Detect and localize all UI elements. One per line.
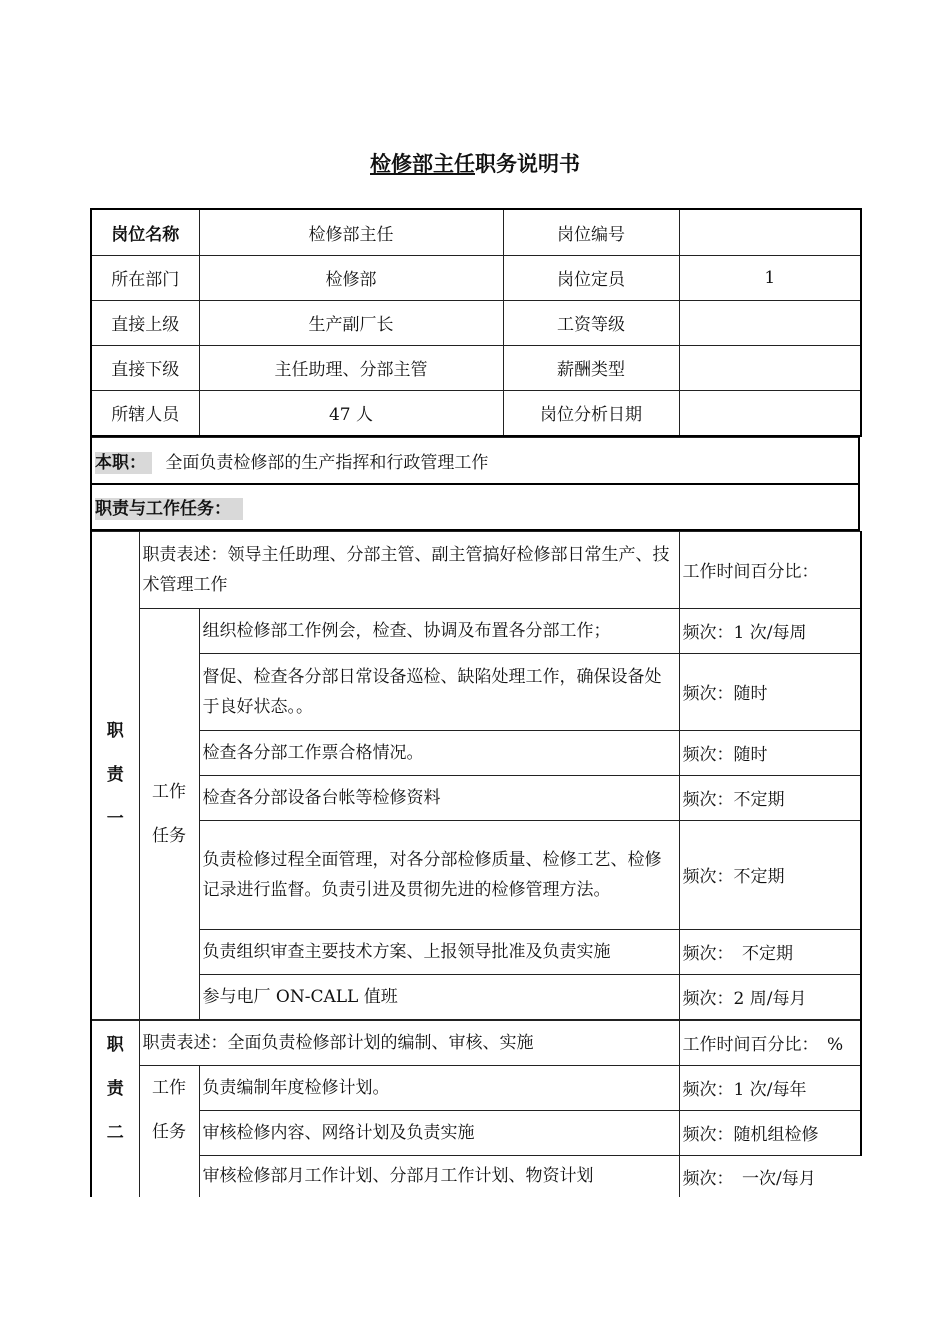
info-value-2: 1 bbox=[679, 255, 861, 300]
task-row bbox=[91, 775, 861, 820]
duty-one-percent: 工作时间百分比： bbox=[679, 531, 861, 608]
task-text: 审核检修内容、网络计划及负责实施 bbox=[199, 1110, 679, 1155]
info-row bbox=[91, 209, 861, 255]
duty-two-table bbox=[90, 1020, 862, 1198]
info-label: 直接上级 bbox=[91, 300, 199, 345]
duty-two-task-label: 工作 任务 bbox=[139, 1065, 199, 1197]
task-text: 负责组织审查主要技术方案、上报领导批准及负责实施 bbox=[199, 929, 679, 974]
title-rest-part: 职务说明书 bbox=[475, 152, 580, 176]
info-label: 直接下级 bbox=[91, 345, 199, 390]
duty-one-side-label: 职 责 一 bbox=[91, 531, 139, 1019]
info-value: 主任助理、分部主管 bbox=[199, 345, 503, 390]
duty-one-description: 职责表述：领导主任助理、分部主管、副主管搞好检修部日常生产、技术管理工作 bbox=[139, 531, 679, 608]
duties-header-row bbox=[91, 484, 859, 530]
info-label: 所在部门 bbox=[91, 255, 199, 300]
info-value-2 bbox=[679, 300, 861, 345]
task-frequency: 频次： 一次/每月 bbox=[679, 1155, 861, 1197]
info-value: 检修部主任 bbox=[199, 209, 503, 255]
core-duty-table bbox=[90, 437, 860, 531]
task-row bbox=[91, 608, 861, 653]
task-row bbox=[91, 820, 861, 929]
info-label-2: 岗位定员 bbox=[503, 255, 679, 300]
task-row bbox=[91, 974, 861, 1019]
title-underlined-part: 检修部主任 bbox=[370, 152, 475, 176]
task-frequency: 频次：2 周/每月 bbox=[679, 974, 861, 1019]
core-duty-label: 本职： bbox=[95, 452, 152, 474]
duties-header: 职责与工作任务： bbox=[95, 498, 243, 520]
info-value-2 bbox=[679, 209, 861, 255]
task-frequency: 频次：1 次/每年 bbox=[679, 1065, 861, 1110]
task-text: 参与电厂 ON-CALL 值班 bbox=[199, 974, 679, 1019]
task-row bbox=[91, 929, 861, 974]
task-row bbox=[91, 1110, 861, 1155]
task-row bbox=[91, 730, 861, 775]
duty-one-task-label: 工作 任务 bbox=[139, 608, 199, 1019]
info-label: 岗位名称 bbox=[91, 209, 199, 255]
info-row bbox=[91, 345, 861, 390]
info-row bbox=[91, 255, 861, 300]
task-row bbox=[91, 653, 861, 730]
basic-info-table bbox=[90, 208, 862, 437]
duty-one-table bbox=[90, 531, 862, 1020]
task-text: 督促、检查各分部日常设备巡检、缺陷处理工作，确保设备处于良好状态。。 bbox=[199, 653, 679, 730]
task-frequency: 频次：随机组检修 bbox=[679, 1110, 861, 1155]
info-value-2 bbox=[679, 345, 861, 390]
task-frequency: 频次：随时 bbox=[679, 653, 861, 730]
task-text: 组织检修部工作例会，检查、协调及布置各分部工作； bbox=[199, 608, 679, 653]
duty-two-side-label: 职 责 二 bbox=[91, 1020, 139, 1197]
duty-two-desc-row bbox=[91, 1020, 861, 1065]
info-label-2: 岗位编号 bbox=[503, 209, 679, 255]
task-frequency: 频次： 不定期 bbox=[679, 929, 861, 974]
task-text: 审核检修部月工作计划、分部月工作计划、物资计划 bbox=[199, 1155, 679, 1197]
task-frequency: 频次：不定期 bbox=[679, 820, 861, 929]
task-row bbox=[91, 1155, 861, 1197]
core-duty-row bbox=[91, 438, 859, 484]
info-label-2: 薪酬类型 bbox=[503, 345, 679, 390]
task-frequency: 频次：随时 bbox=[679, 730, 861, 775]
info-row bbox=[91, 390, 861, 436]
info-row bbox=[91, 300, 861, 345]
duty-one-desc-row bbox=[91, 531, 861, 608]
task-text: 负责编制年度检修计划。 bbox=[199, 1065, 679, 1110]
core-duty-text: 全面负责检修部的生产指挥和行政管理工作 bbox=[165, 452, 489, 473]
info-value-2 bbox=[679, 390, 861, 436]
task-text: 检查各分部设备台帐等检修资料 bbox=[199, 775, 679, 820]
info-label-2: 岗位分析日期 bbox=[503, 390, 679, 436]
job-description-form bbox=[90, 208, 860, 1197]
task-frequency: 频次：1 次/每周 bbox=[679, 608, 861, 653]
task-frequency: 频次：不定期 bbox=[679, 775, 861, 820]
info-value: 生产副厂长 bbox=[199, 300, 503, 345]
info-value: 检修部 bbox=[199, 255, 503, 300]
document-title bbox=[0, 148, 950, 178]
info-label-2: 工资等级 bbox=[503, 300, 679, 345]
task-row bbox=[91, 1065, 861, 1110]
task-text: 检查各分部工作票合格情况。 bbox=[199, 730, 679, 775]
duty-two-percent: 工作时间百分比： % bbox=[679, 1020, 861, 1065]
info-label: 所辖人员 bbox=[91, 390, 199, 436]
task-text: 负责检修过程全面管理，对各分部检修质量、检修工艺、检修记录进行监督。负责引进及贯彻先进的检修管理方法。 bbox=[199, 820, 679, 929]
info-value: 47 人 bbox=[199, 390, 503, 436]
duty-two-description: 职责表述：全面负责检修部计划的编制、审核、实施 bbox=[139, 1020, 679, 1065]
